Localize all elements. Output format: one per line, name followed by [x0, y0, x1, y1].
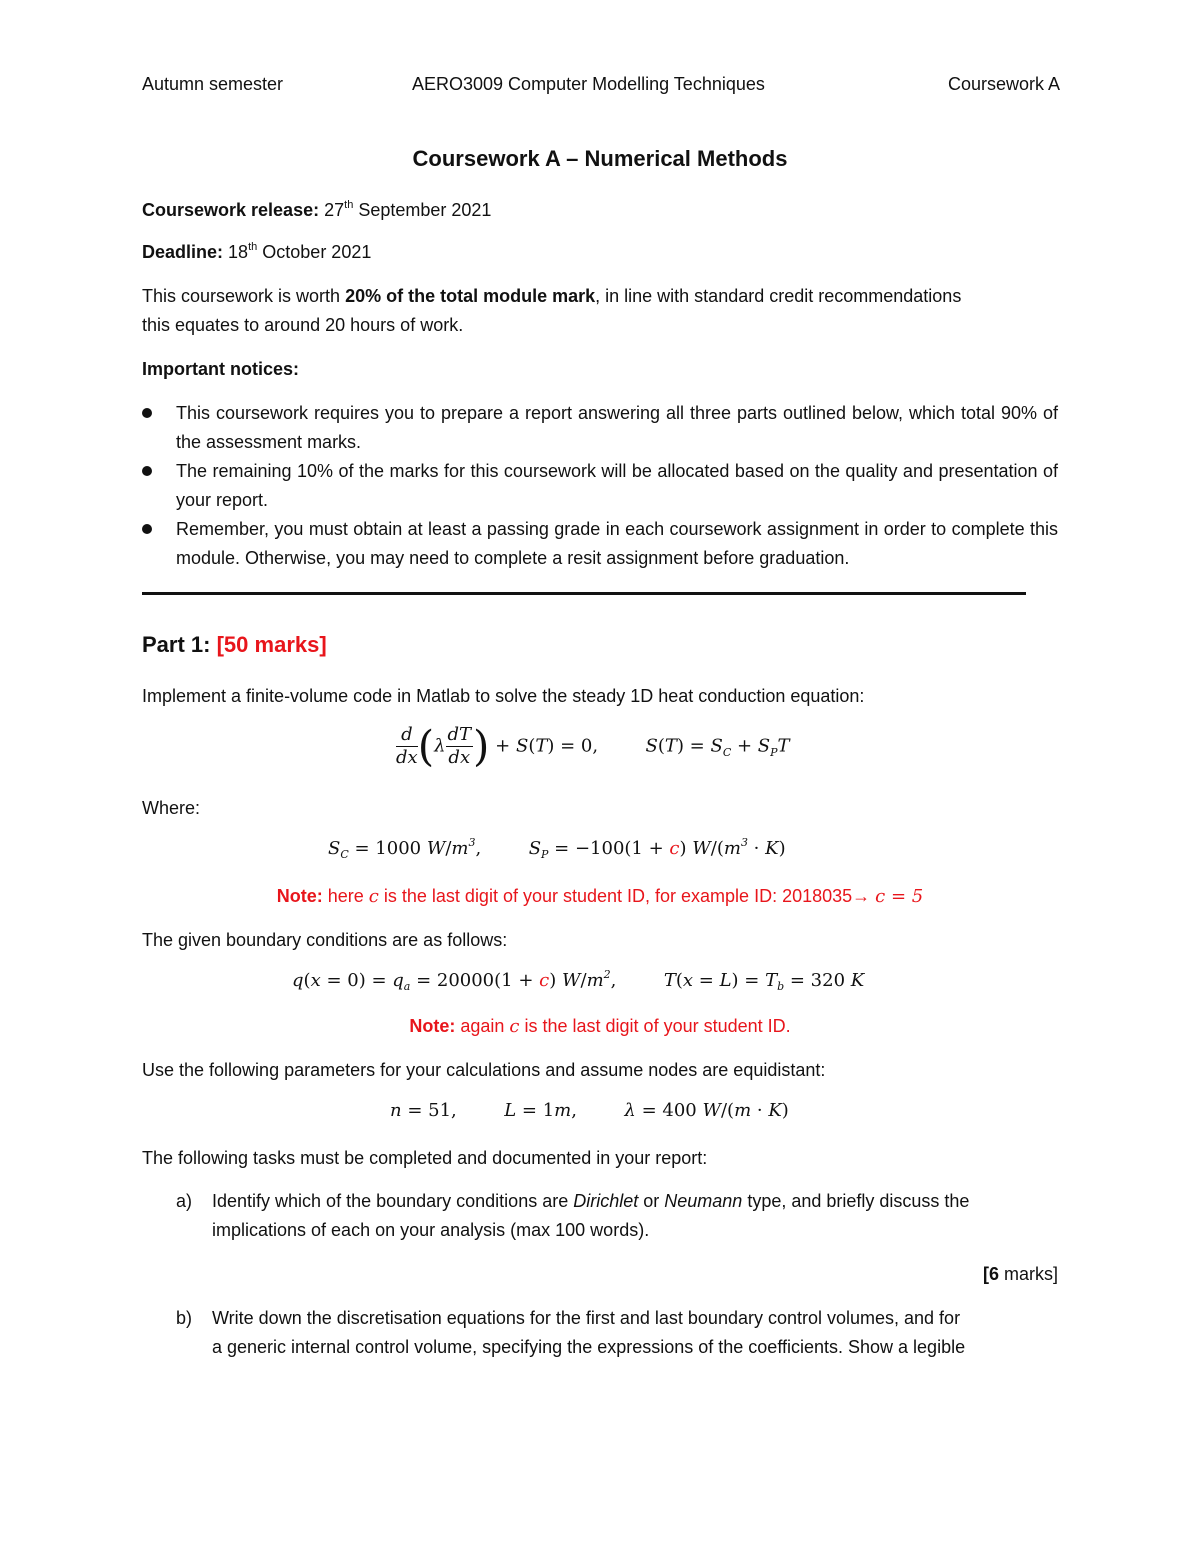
notice-item-3: Remember, you must obtain at least a passing grade in each coursework assignment in order to complete this module. Otherwise, you may need to complete a resit assignment before graduation. — [176, 519, 1058, 568]
note1-var: c — [368, 886, 379, 907]
notice-item-2: The remaining 10% of the marks for this coursework will be allocated based on the quality and presentation of your report. — [176, 461, 1058, 510]
parameters-equation: n = 51, L = 1m, λ = 400 W/(m · K) — [390, 1100, 789, 1121]
deadline-suffix: th — [248, 241, 258, 253]
section-divider — [142, 592, 1026, 595]
task-a-line-1 — [212, 1187, 969, 1215]
release-date — [142, 196, 491, 227]
note1-eq: c = 5 — [875, 886, 924, 907]
header-semester: Autumn semester — [142, 74, 284, 94]
deadline-label: Deadline: — [142, 242, 224, 262]
tasks-intro: The following tasks must be completed and documented in your report: — [142, 1148, 708, 1168]
source-terms-equation: $S_C = 1000$ $W/m^3$, $S_P = -100(1 + c) W/(m^3 \cdot K)$ — [328, 836, 786, 861]
note1-pre: here — [322, 886, 369, 906]
notice-item-1: This coursework requires you to prepare a report answering all three parts outlined below, which total 90% of the assessment marks. — [176, 403, 1058, 452]
task-a-marks-num: 6 — [988, 1264, 999, 1284]
worth-post: , in line with standard credit recommendations — [595, 286, 962, 306]
task-a-marks-word: marks] — [1004, 1264, 1058, 1284]
header-module: AERO3009 Computer Modelling Techniques — [412, 74, 765, 94]
release-label: Coursework release: — [142, 200, 320, 220]
task-a-or: or — [638, 1191, 665, 1211]
task-a-line-2: implications of each on your analysis (max 100 words). — [212, 1220, 650, 1240]
worth-line-2: this equates to around 20 hours of work. — [142, 315, 464, 335]
part1-marks: [50 marks] — [216, 632, 327, 657]
worth-bold: 20% of the total module mark — [345, 286, 596, 306]
part1-heading — [142, 632, 327, 658]
task-a-pre: Identify which of the boundary conditions are — [212, 1191, 574, 1211]
note2-var: c — [509, 1016, 520, 1037]
task-a-post: type, and briefly discuss the — [742, 1191, 970, 1211]
notices-heading: Important notices: — [142, 359, 300, 379]
note-student-id-1 — [0, 882, 1200, 911]
task-a-neumann: Neumann — [664, 1191, 743, 1211]
note2-post: is the last digit of your student ID. — [519, 1016, 791, 1036]
release-suffix: th — [344, 199, 354, 211]
task-b-label: b) — [176, 1308, 193, 1328]
note1-label: Note: — [276, 886, 323, 906]
heat-equation: $\frac{d}{dx}$ (λ $\frac{dT}{dx}$ ) + S(T) = 0, $S(T) = S_C + S_PT$ — [396, 721, 790, 771]
bullet-icon — [142, 408, 152, 418]
deadline-rest: October 2021 — [262, 242, 372, 262]
note2-label: Note: — [409, 1016, 456, 1036]
worth-line-1 — [142, 282, 961, 310]
part1-label: Part 1: — [142, 632, 211, 657]
deadline-day: 18 — [228, 242, 249, 262]
release-rest: September 2021 — [358, 200, 492, 220]
worth-pre: This coursework is worth — [142, 286, 341, 306]
task-a-dirichlet: Dirichlet — [573, 1191, 639, 1211]
part1-intro: Implement a finite-volume code in Matlab to solve the steady 1D heat conduction equation: — [142, 686, 865, 706]
note2-pre: again — [455, 1016, 510, 1036]
where-label: Where: — [142, 798, 201, 818]
params-intro: Use the following parameters for your calculations and assume nodes are equidistant: — [142, 1060, 826, 1080]
task-b-line-2: a generic internal control volume, specifying the expressions of the coefficients. Show a legible — [212, 1337, 966, 1357]
header-coursework: Coursework A — [947, 74, 1060, 94]
bc-intro: The given boundary conditions are as follows: — [142, 930, 508, 950]
page-title: Coursework A – Numerical Methods — [412, 146, 788, 171]
task-b-line-1: Write down the discretisation equations for the first and last boundary control volumes, and for — [212, 1308, 961, 1328]
bullet-icon — [142, 466, 152, 476]
bullet-icon — [142, 524, 152, 534]
deadline-date — [142, 238, 371, 269]
boundary-conditions-equation: $q(x = 0) = q_a = 20000(1 + c)$ $W/m^2$, $T(x = L) = T_b = 320$ K — [292, 968, 865, 993]
task-a-label: a) — [176, 1191, 193, 1211]
note1-post: is the last digit of your student ID, for example ID: 2018035→ — [378, 886, 876, 906]
note-student-id-2 — [0, 1012, 1200, 1041]
release-day: 27 — [324, 200, 345, 220]
task-a-marks: [6 marks] — [982, 1264, 1058, 1284]
